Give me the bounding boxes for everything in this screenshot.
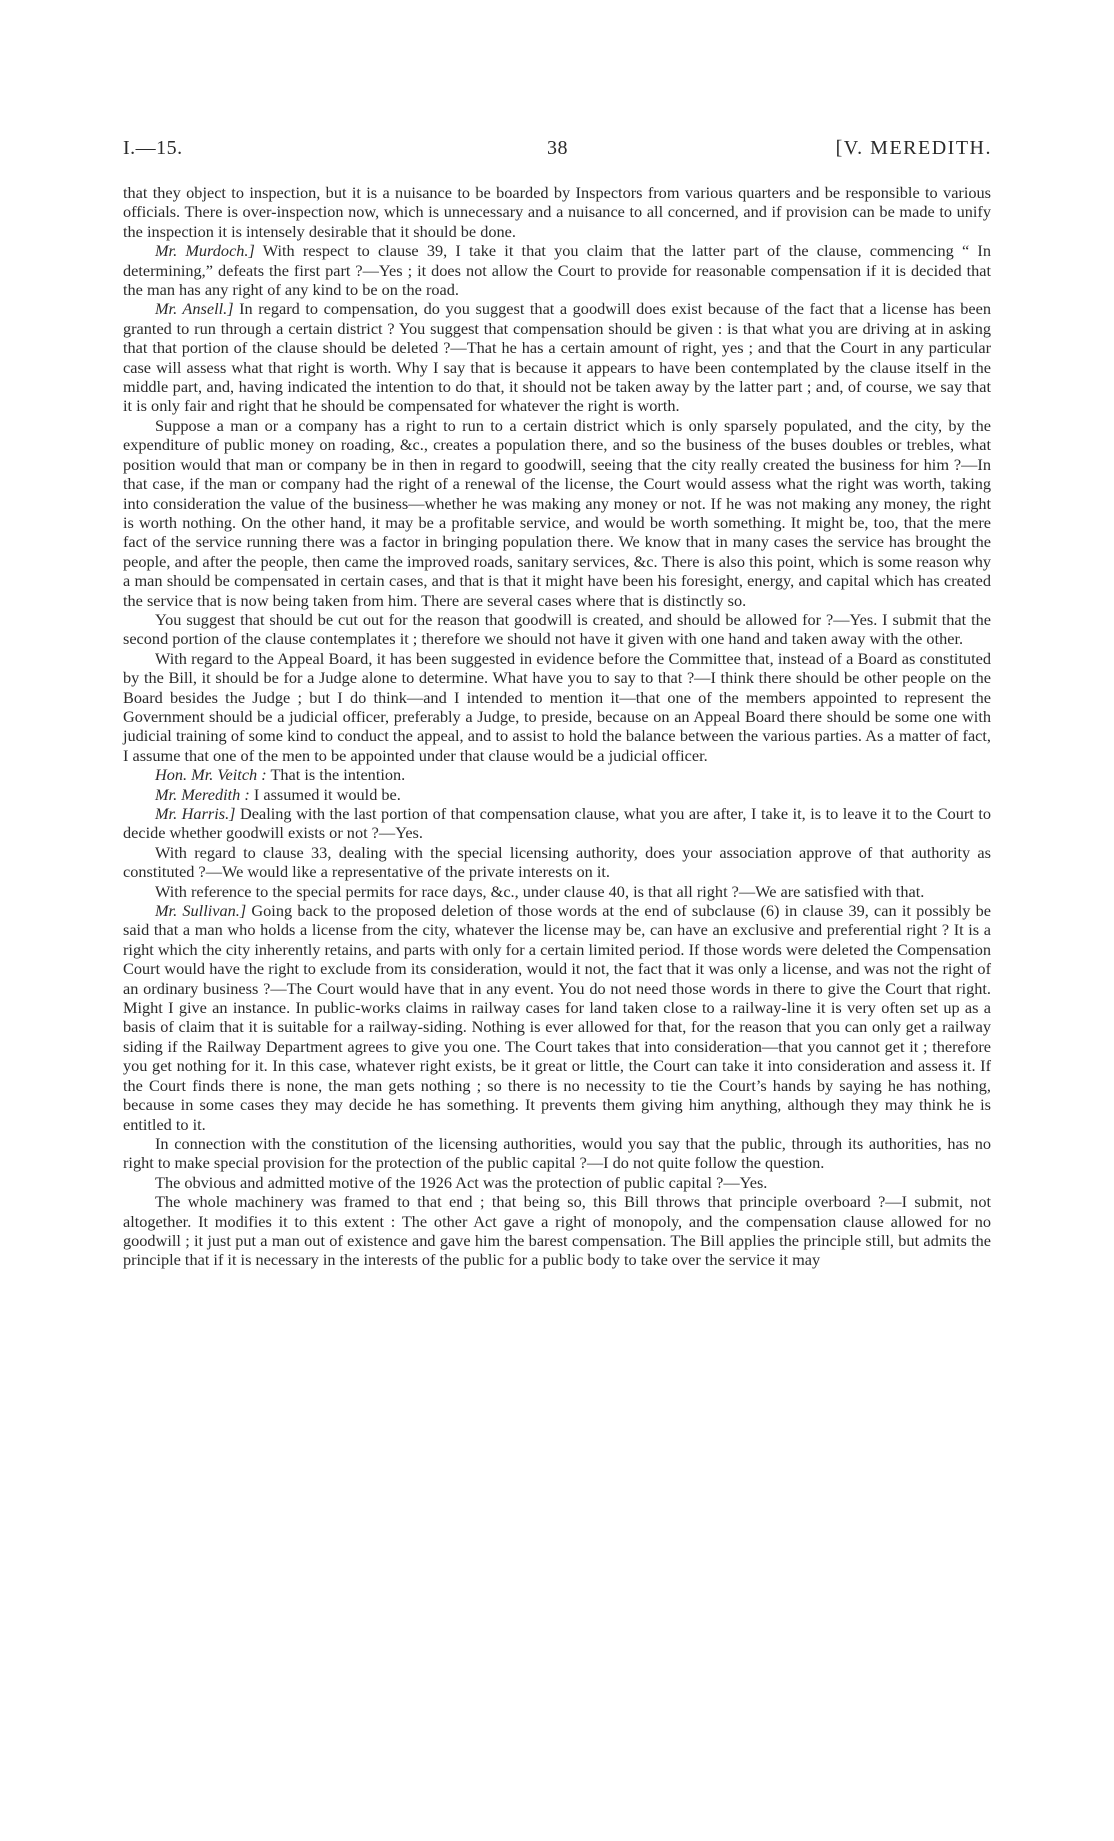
paragraph-text: In regard to compensation, do you suggest that a goodwill does exist because of the fact that a license has been granted to run through a certain district ? You suggest that compensation should be given : is that what you are driving at in asking that that portion of the clause should be deleted ?—That he has a certain amount of right, yes ; and that the Court in any particular case will assess what that right is worth. Why I say that is because it appears to have been contemplated by the clause itself in the middle part, and, having indicated the intention to do that, it should not be taken away by the latter part ; and, of course, we say that it is only fair and right that he should be compensated for whatever the right is worth. (123, 299, 992, 416)
speaker-label: Mr. Harris.] (155, 804, 236, 823)
paragraph (123, 1134, 991, 1173)
paragraph (123, 1192, 991, 1270)
paragraph (123, 882, 991, 901)
paragraph (123, 649, 991, 765)
paragraph (123, 765, 991, 784)
paragraph (123, 241, 991, 299)
paragraph (123, 804, 991, 843)
paragraph-text: That is the intention. (266, 765, 406, 785)
page-header (123, 137, 992, 163)
paragraph-text: In connection with the constitution of the licensing authorities, would you say that the public, through its authorities, has no right to make special provision for the protection of the public capital ?—I do not quite follow the question. (123, 1133, 991, 1173)
paragraph-text: Suppose a man or a company has a right to run to a certain district which is only sparsely populated, and the city, by the expenditure of public money on roading, &c., creates a population there, and so the business of the buses doubles or trebles, what position would that man or company be in then in regard to goodwill, seeing that the city really created the business for him ?—In that case, if the man or company had the right of a renewal of the license, the Court would assess what the right was worth, taking into consideration the value of the business—whether he was making any money or not. If he was not making any money, the right is worth nothing. On the other hand, it may be a profitable service, and would be worth something. It might be, too, that the mere fact of the service running there was a factor in bringing population there. We know that in many cases the service has brought the people, and after the people, then came the improved roads, sanitary services, &c. There is also this point, which is some reason why a man should be compensated in certain cases, and that is that it might have been his foresight, energy, and capital which has created the service that is now being taken from him. There are several cases where that is distinctly so. (123, 415, 991, 610)
paragraph (123, 901, 991, 1134)
paragraph-text: The whole machinery was framed to that end ; that being so, this Bill throws that principle overboard ?—I submit, not altogether. It modifies it to this extent : The other Act gave a right of monopoly, and the compensation clause allowed for no goodwill ; it just put a man out of existence and gave him the barest compensation. The Bill applies the principle still, but admits the principle that if it is necessary in the interests of the public for a public body to take over the service it may (123, 1192, 991, 1270)
paragraph-text: With respect to clause 39, I take it that you claim that the latter part of the clause, commencing “ In determining,” defeats the first part ?—Yes ; it does not allow the Court to provide for reasonable compensation if it is decided that the man has any right of any kind to be on the road. (123, 241, 991, 300)
report-reference: I.—15. (123, 137, 183, 159)
paragraph (123, 785, 991, 804)
paragraph (123, 299, 991, 415)
paragraph (123, 416, 991, 610)
paragraph (123, 1173, 991, 1192)
paragraph (123, 183, 991, 241)
paragraph-text: that they object to inspection, but it is a nuisance to be boarded by Inspectors from various quarters and be responsible to various officials. There is over-inspection now, which is unnecessary and a nuisance to all concerned, and if provision can be made to unify the inspection it is intensely desirable that it should be done. (123, 183, 991, 241)
paragraph-text: Dealing with the last portion of that compensation clause, what you are after, I take it, is to leave it to the Court to decide whether goodwill exists or not ?—Yes. (123, 804, 991, 843)
speaker-label: Mr. Meredith : (155, 784, 250, 804)
speaker-label: Mr. Murdoch.] (155, 241, 255, 261)
speaker-label: Mr. Sullivan.] (155, 901, 247, 921)
paragraph-text: I assumed it would be. (249, 784, 401, 804)
body-text (123, 183, 991, 1270)
speaker-label: Mr. Ansell.] (155, 299, 234, 319)
page-number: 38 (547, 137, 568, 159)
paragraph-text: You suggest that should be cut out for the reason that goodwill is created, and should be allowed for ?—Yes. I submit that the second portion of the clause contemplates it ; therefore we should not have it given with one hand and taken away with the other. (123, 609, 991, 649)
witness-name: [V. MEREDITH. (835, 137, 992, 159)
speaker-label: Hon. Mr. Veitch : (155, 765, 267, 785)
paragraph-text: With regard to the Appeal Board, it has been suggested in evidence before the Committee that, instead of a Board as constituted by the Bill, it should be for a Judge alone to determine. What have you to say to that ?—I think there should be other people on the Board besides the Judge ; but I do think—and I intended to mention it—that one of the members appointed to represent the Government should be a judicial officer, preferably a Judge, to preside, because on an Appeal Board there should be some one with judicial training of some kind to conduct the appeal, and to assist to hold the balance between the various parties. As a matter of fact, I assume that one of the men to be appointed under that clause would be a judicial officer. (123, 648, 991, 765)
paragraph-text: Going back to the proposed deletion of those words at the end of subclause (6) in clause 39, can it possibly be said that a man who holds a license from the city, whatever the license may be, can have an exclusive and preferential right ? It is a right which the city inherently retains, and parts with only for a certain limited period. If those words were deleted the Compensation Court would have the right to exclude from its consideration, would it not, the fact that it was only a license, and was not the right of an ordinary business ?—The Court would have that in any event. You do not need those words in there to give the Court that right. Might I give an instance. In public-works claims in railway cases for land taken close to a railway-line it is very often set up as a basis of claim that it is suitable for a railway-siding. Nothing is ever allowed for that, for the reason that you can only get a railway siding if the Railway Department agrees to give you one. The Court takes that into consideration—that you cannot get it ; therefore you get nothing for it. In this case, whatever right exists, be it great or little, the Court can take it into consideration and assess it. If the Court finds there is none, the man gets nothing ; so there is no necessity to tie the Court’s hands by saying he has nothing, because in some cases they may decide he has something. It prevents them giving him anything, although they may think he is entitled to it. (123, 901, 992, 1134)
paragraph (123, 843, 991, 882)
paragraph-text: The obvious and admitted motive of the 1926 Act was the protection of public capital ?—Yes. (155, 1172, 768, 1192)
paragraph-text: With regard to clause 33, dealing with the special licensing authority, does your association approve of that authority as constituted ?—We would like a representative of the private interests on it. (123, 842, 991, 882)
paragraph (123, 610, 991, 649)
paragraph-text: With reference to the special permits for race days, &c., under clause 40, is that all right ?—We are satisfied with that. (155, 881, 925, 901)
